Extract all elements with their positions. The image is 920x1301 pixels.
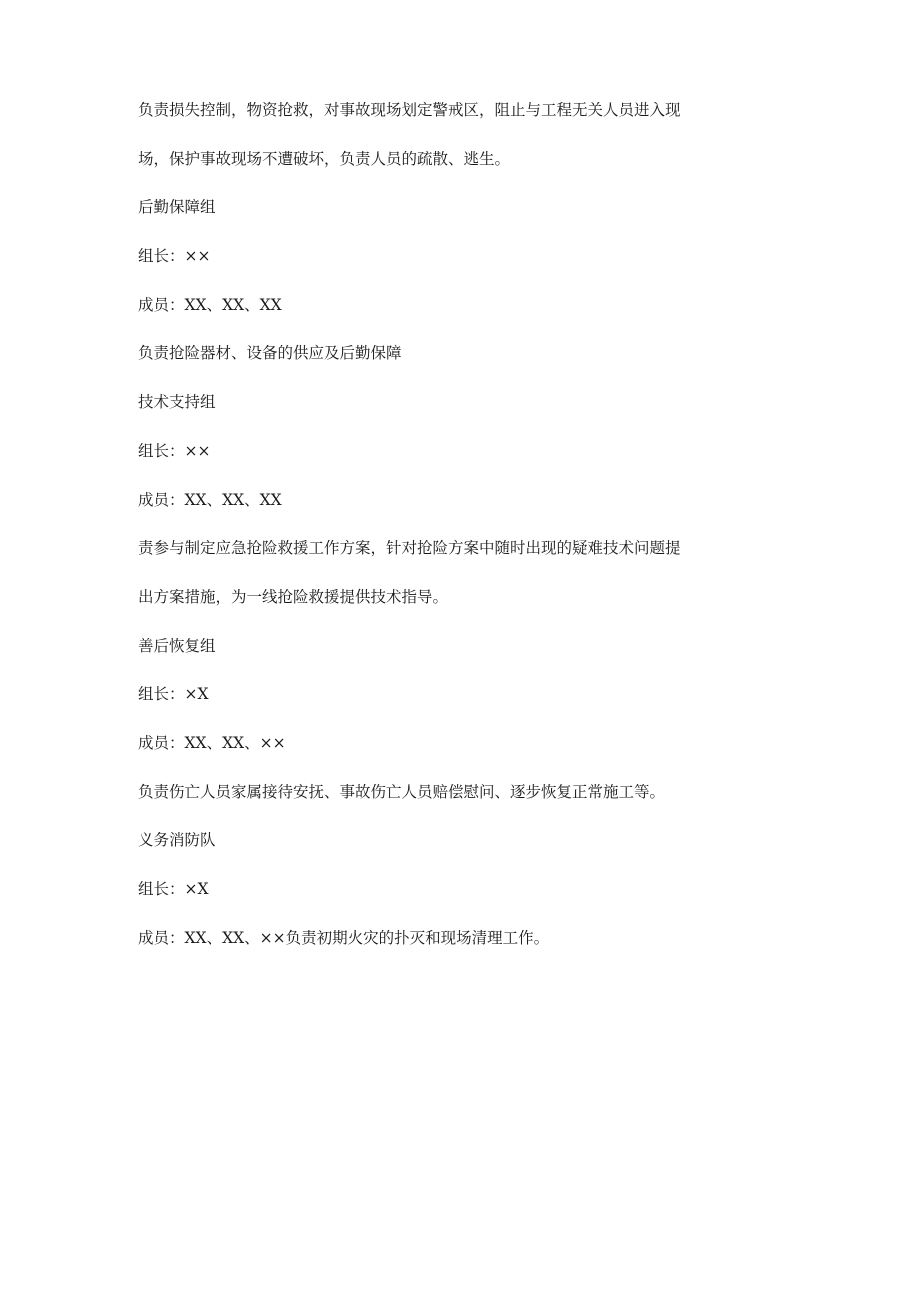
section-heading: 技术支持组	[138, 393, 216, 412]
paragraph-line: 负责损失控制，物资抢救，对事故现场划定警戒区，阻止与工程无关人员进入现	[138, 101, 681, 119]
group-leader-line: 组长：×X	[138, 685, 209, 704]
section-heading: 义务消防队	[138, 831, 216, 850]
paragraph-line: 负责抢险器材、设备的供应及后勤保障	[138, 344, 402, 363]
group-leader-line: 组长：××	[138, 441, 211, 460]
group-members-line: 成员：XX、XX、XX	[138, 295, 282, 314]
paragraph-line: 负责伤亡人员家属接待安抚、事故伤亡人员赔偿慰问、逐步恢复正常施工等。	[138, 782, 666, 801]
paragraph-line: 责参与制定应急抢险救援工作方案，针对抢险方案中随时出现的疑难技术问题提	[138, 539, 681, 558]
section-heading: 后勤保障组	[138, 198, 216, 217]
section-heading: 善后恢复组	[138, 636, 216, 655]
group-members-line: 成员：XX、XX、XX	[138, 490, 282, 509]
document-body	[138, 98, 748, 974]
group-members-line: 成员：XX、XX、××负责初期火灾的扑灭和现场清理工作。	[138, 928, 550, 947]
group-leader-line: 组长：×X	[138, 880, 209, 898]
paragraph-line: 场，保护事故现场不遭破坏，负责人员的疏散、逃生。	[138, 149, 511, 168]
paragraph-line: 出方案措施，为一线抢险救援提供技术指导。	[138, 587, 449, 606]
group-members-line: 成员：XX、XX、××	[138, 733, 286, 752]
group-leader-line: 组长：××	[138, 247, 211, 266]
